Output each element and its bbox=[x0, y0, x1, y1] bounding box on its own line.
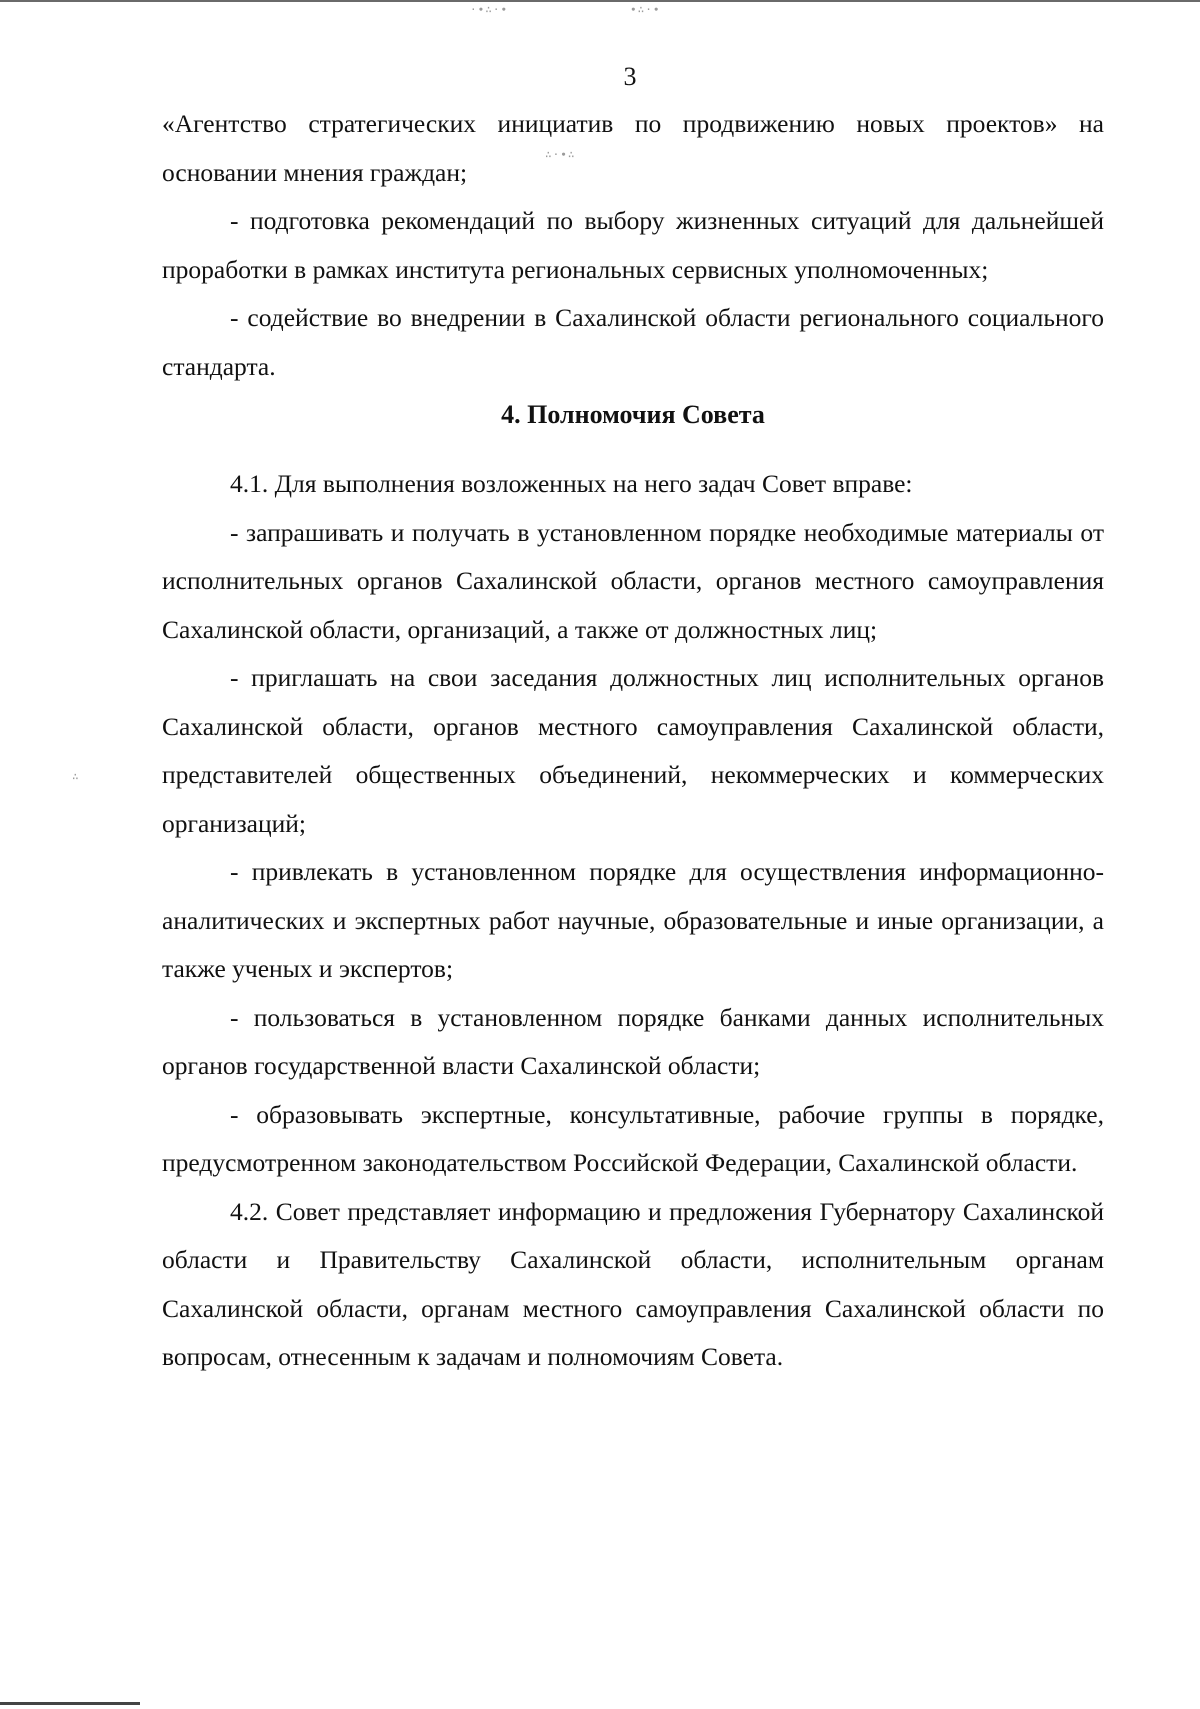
scan-noise-mark: ·∙∴·∙ bbox=[470, 3, 509, 16]
paragraph-form-groups: - образовывать экспертные, консультативные, рабочие группы в порядке, предусмотренном законодательством Российской Федерации, Сахалинской области. bbox=[162, 1099, 1104, 1177]
text-block-intro bbox=[162, 100, 1104, 440]
paragraph-use-databases: - пользоваться в установленном порядке банками данных исполнительных органов государственной власти Сахалинской области; bbox=[162, 1002, 1104, 1080]
paragraph-social-standard: - содействие во внедрении в Сахалинской области регионального социального стандарта. bbox=[162, 303, 1104, 381]
paragraph-invite-officials: - приглашать на свои заседания должностных лиц исполнительных органов Сахалинской области, органов местного самоуправления Сахалинской области, представителей общественных объединений, некоммерческих и коммерческих организаций; bbox=[162, 663, 1104, 838]
scan-edge-top bbox=[0, 0, 1200, 2]
scan-noise-mark: ∴ bbox=[72, 770, 80, 783]
page-number: 3 bbox=[623, 62, 637, 91]
section-heading: 4. Полномочия Совета bbox=[501, 400, 765, 429]
paragraph-continuation: «Агентство стратегических инициатив по продвижению новых проектов» на основании мнения граждан; bbox=[162, 109, 1104, 187]
paragraph-recommendations: - подготовка рекомендаций по выбору жизненных ситуаций для дальнейшей проработки в рамках института региональных сервисных уполномоченных; bbox=[162, 206, 1104, 284]
paragraph-4-1: 4.1. Для выполнения возложенных на него задач Совет вправе: bbox=[230, 469, 913, 498]
text-block-powers bbox=[162, 460, 1104, 1382]
scan-noise-mark: ∴·∙∴ bbox=[545, 148, 576, 161]
paragraph-request-materials: - запрашивать и получать в установленном порядке необходимые материалы от исполнительных органов Сахалинской области, органов местного самоуправления Сахалинской области, организаций, а также от должностных лиц; bbox=[162, 517, 1104, 644]
paragraph-4-2: 4.2. Совет представляет информацию и предложения Губернатору Сахалинской области и Правительству Сахалинской области, исполнительным органам Сахалинской области, органам местного самоуправления Сахалинской области по вопросам, отнесенным к задачам и полномочиям Совета. bbox=[162, 1196, 1104, 1371]
scan-noise-mark: ∙∴·∙ bbox=[630, 3, 661, 16]
scan-edge-bottom bbox=[0, 1702, 140, 1705]
paragraph-involve-organizations: - привлекать в установленном порядке для осуществления информационно-аналитических и экспертных работ научные, образовательные и иные организации, а также ученых и экспертов; bbox=[162, 857, 1104, 983]
